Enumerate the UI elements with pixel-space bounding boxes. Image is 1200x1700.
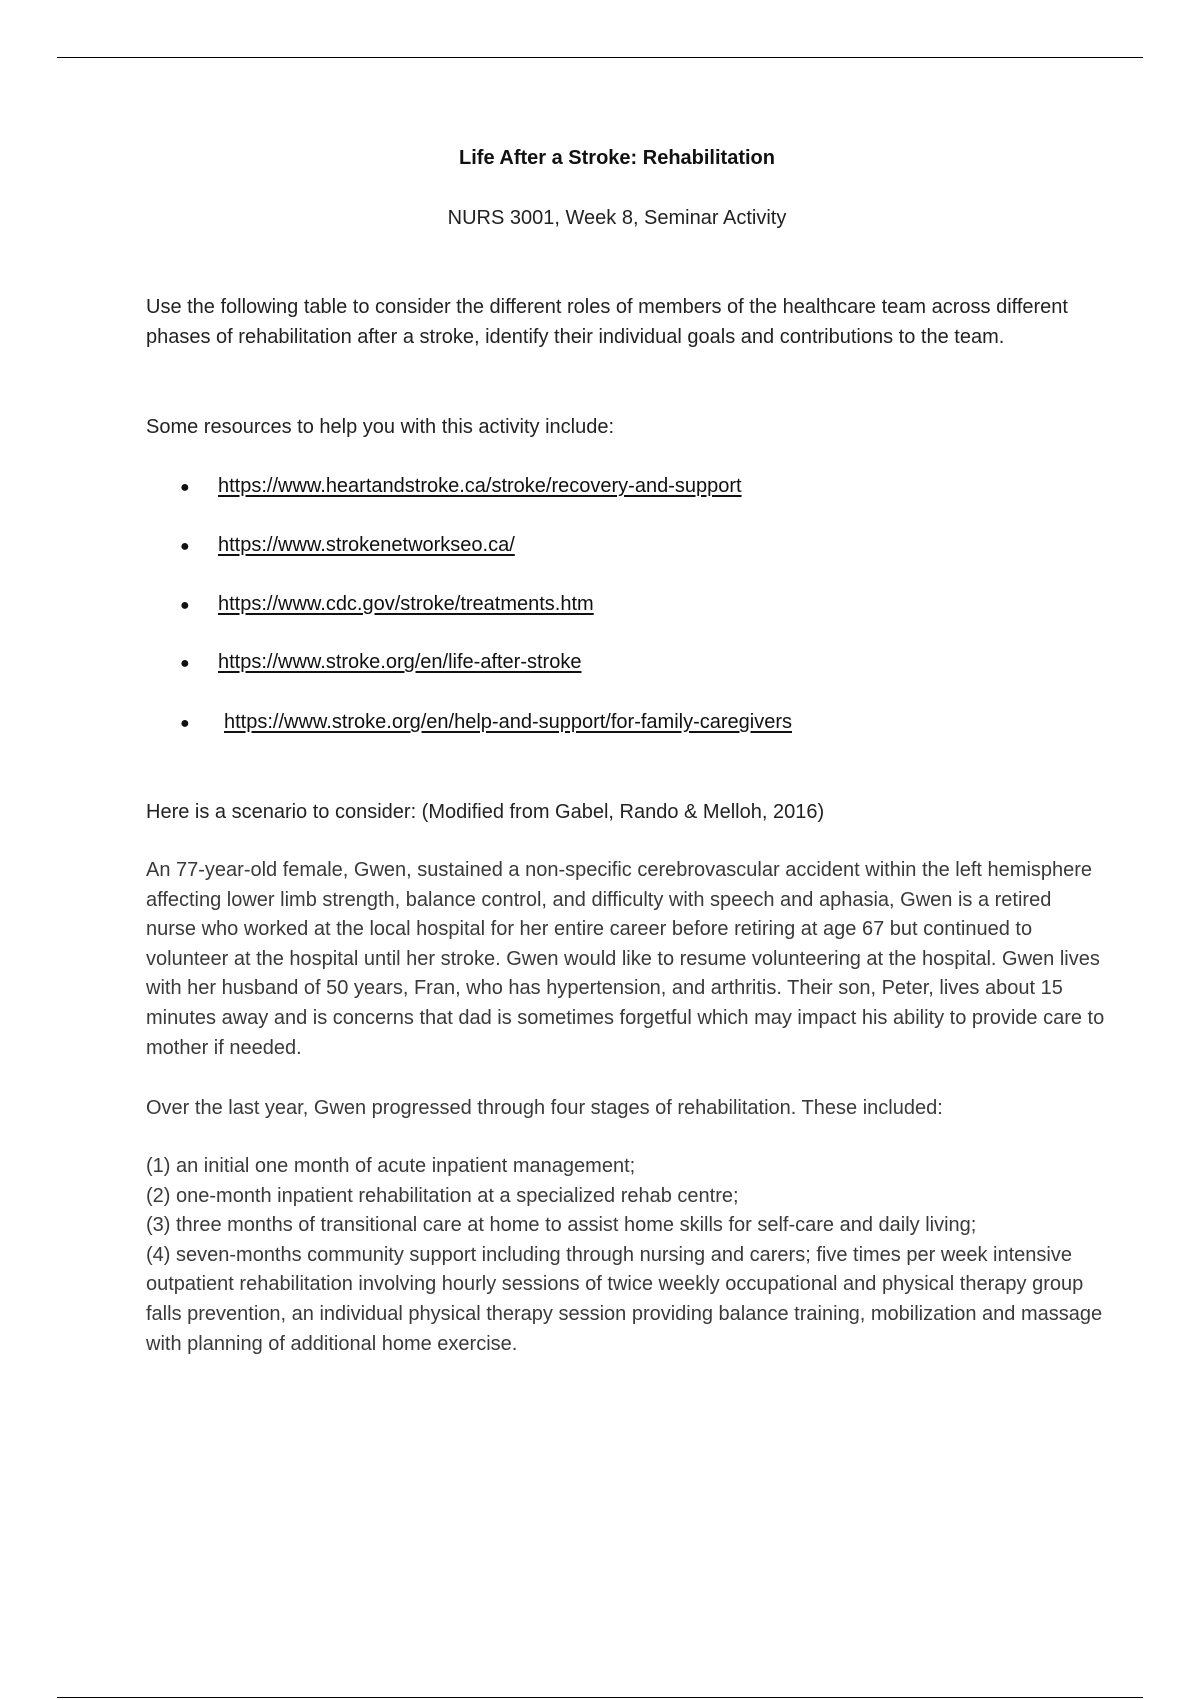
list-item [180,707,792,737]
document-subtitle: NURS 3001, Week 8, Seminar Activity [447,207,787,229]
footer-rule [57,1697,1143,1698]
stages-list [146,1152,1106,1359]
list-item [180,589,594,619]
header-rule [57,57,1143,58]
scenario-heading: Here is a scenario to consider: (Modified from Gabel, Rando & Melloh, 2016) [146,801,825,823]
bullet-icon: ● [180,655,190,672]
list-item [180,471,742,501]
resource-link-strokenetworkseo[interactable]: https://www.strokenetworkseo.ca/ [218,534,515,556]
resource-link-life-after-stroke[interactable]: https://www.stroke.org/en/life-after-stroke [218,651,582,673]
intro-paragraph: Use the following table to consider the different roles of members of the healthcare team across different phases of rehabilitation after a stroke, identify their individual goals and contributions to the team. [146,296,1068,348]
list-item [180,530,515,560]
list-item [180,647,581,677]
stage-item-3: (3) three months of transitional care at home to assist home skills for self-care and daily living; [146,1214,977,1237]
stage-item-2: (2) one-month inpatient rehabilitation at a specialized rehab centre; [146,1184,739,1207]
bullet-icon: ● [180,479,190,496]
scenario-paragraph: An 77-year-old female, Gwen, sustained a non-specific cerebrovascular accident within the left hemisphere affecting lower limb strength, balance control, and difficulty with speech and aphasia, Gwen is a retired nurse who worked at the local hospital for her entire career before retiring at age 67 but continued to volunteer at the hospital until her stroke. Gwen would like to resume volunteering at the hospital. Gwen lives with her husband of 50 years, Fran, who has hypertension, and arthritis. Their son, Peter, lives about 15 minutes away and is concerns that dad is sometimes forgetful which may impact his ability to provide care to mother if needed. [146,859,1105,1059]
resource-link-cdc[interactable]: https://www.cdc.gov/stroke/treatments.htm [218,593,594,615]
document-title: Life After a Stroke: Rehabilitation [459,147,775,169]
resource-link-family-caregivers[interactable]: https://www.stroke.org/en/help-and-support/for-family-caregivers [224,711,793,733]
stages-intro: Over the last year, Gwen progressed through four stages of rehabilitation. These included: [146,1097,943,1119]
bullet-icon: ● [180,538,190,555]
stage-item-1: (1) an initial one month of acute inpatient management; [146,1155,636,1177]
resource-link-heartandstroke[interactable]: https://www.heartandstroke.ca/stroke/recovery-and-support [218,475,742,497]
resources-intro: Some resources to help you with this activity include: [146,416,614,438]
stage-item-4: (4) seven-months community support including through nursing and carers; five times per week intensive outpatient rehabilitation involving hourly sessions of twice weekly occupational and physical therapy group falls prevention, an individual physical therapy session providing balance training, mobilization and massage with planning of additional home exercise. [146,1243,1103,1355]
bullet-icon: ● [180,597,190,614]
bullet-icon: ● [180,715,190,732]
